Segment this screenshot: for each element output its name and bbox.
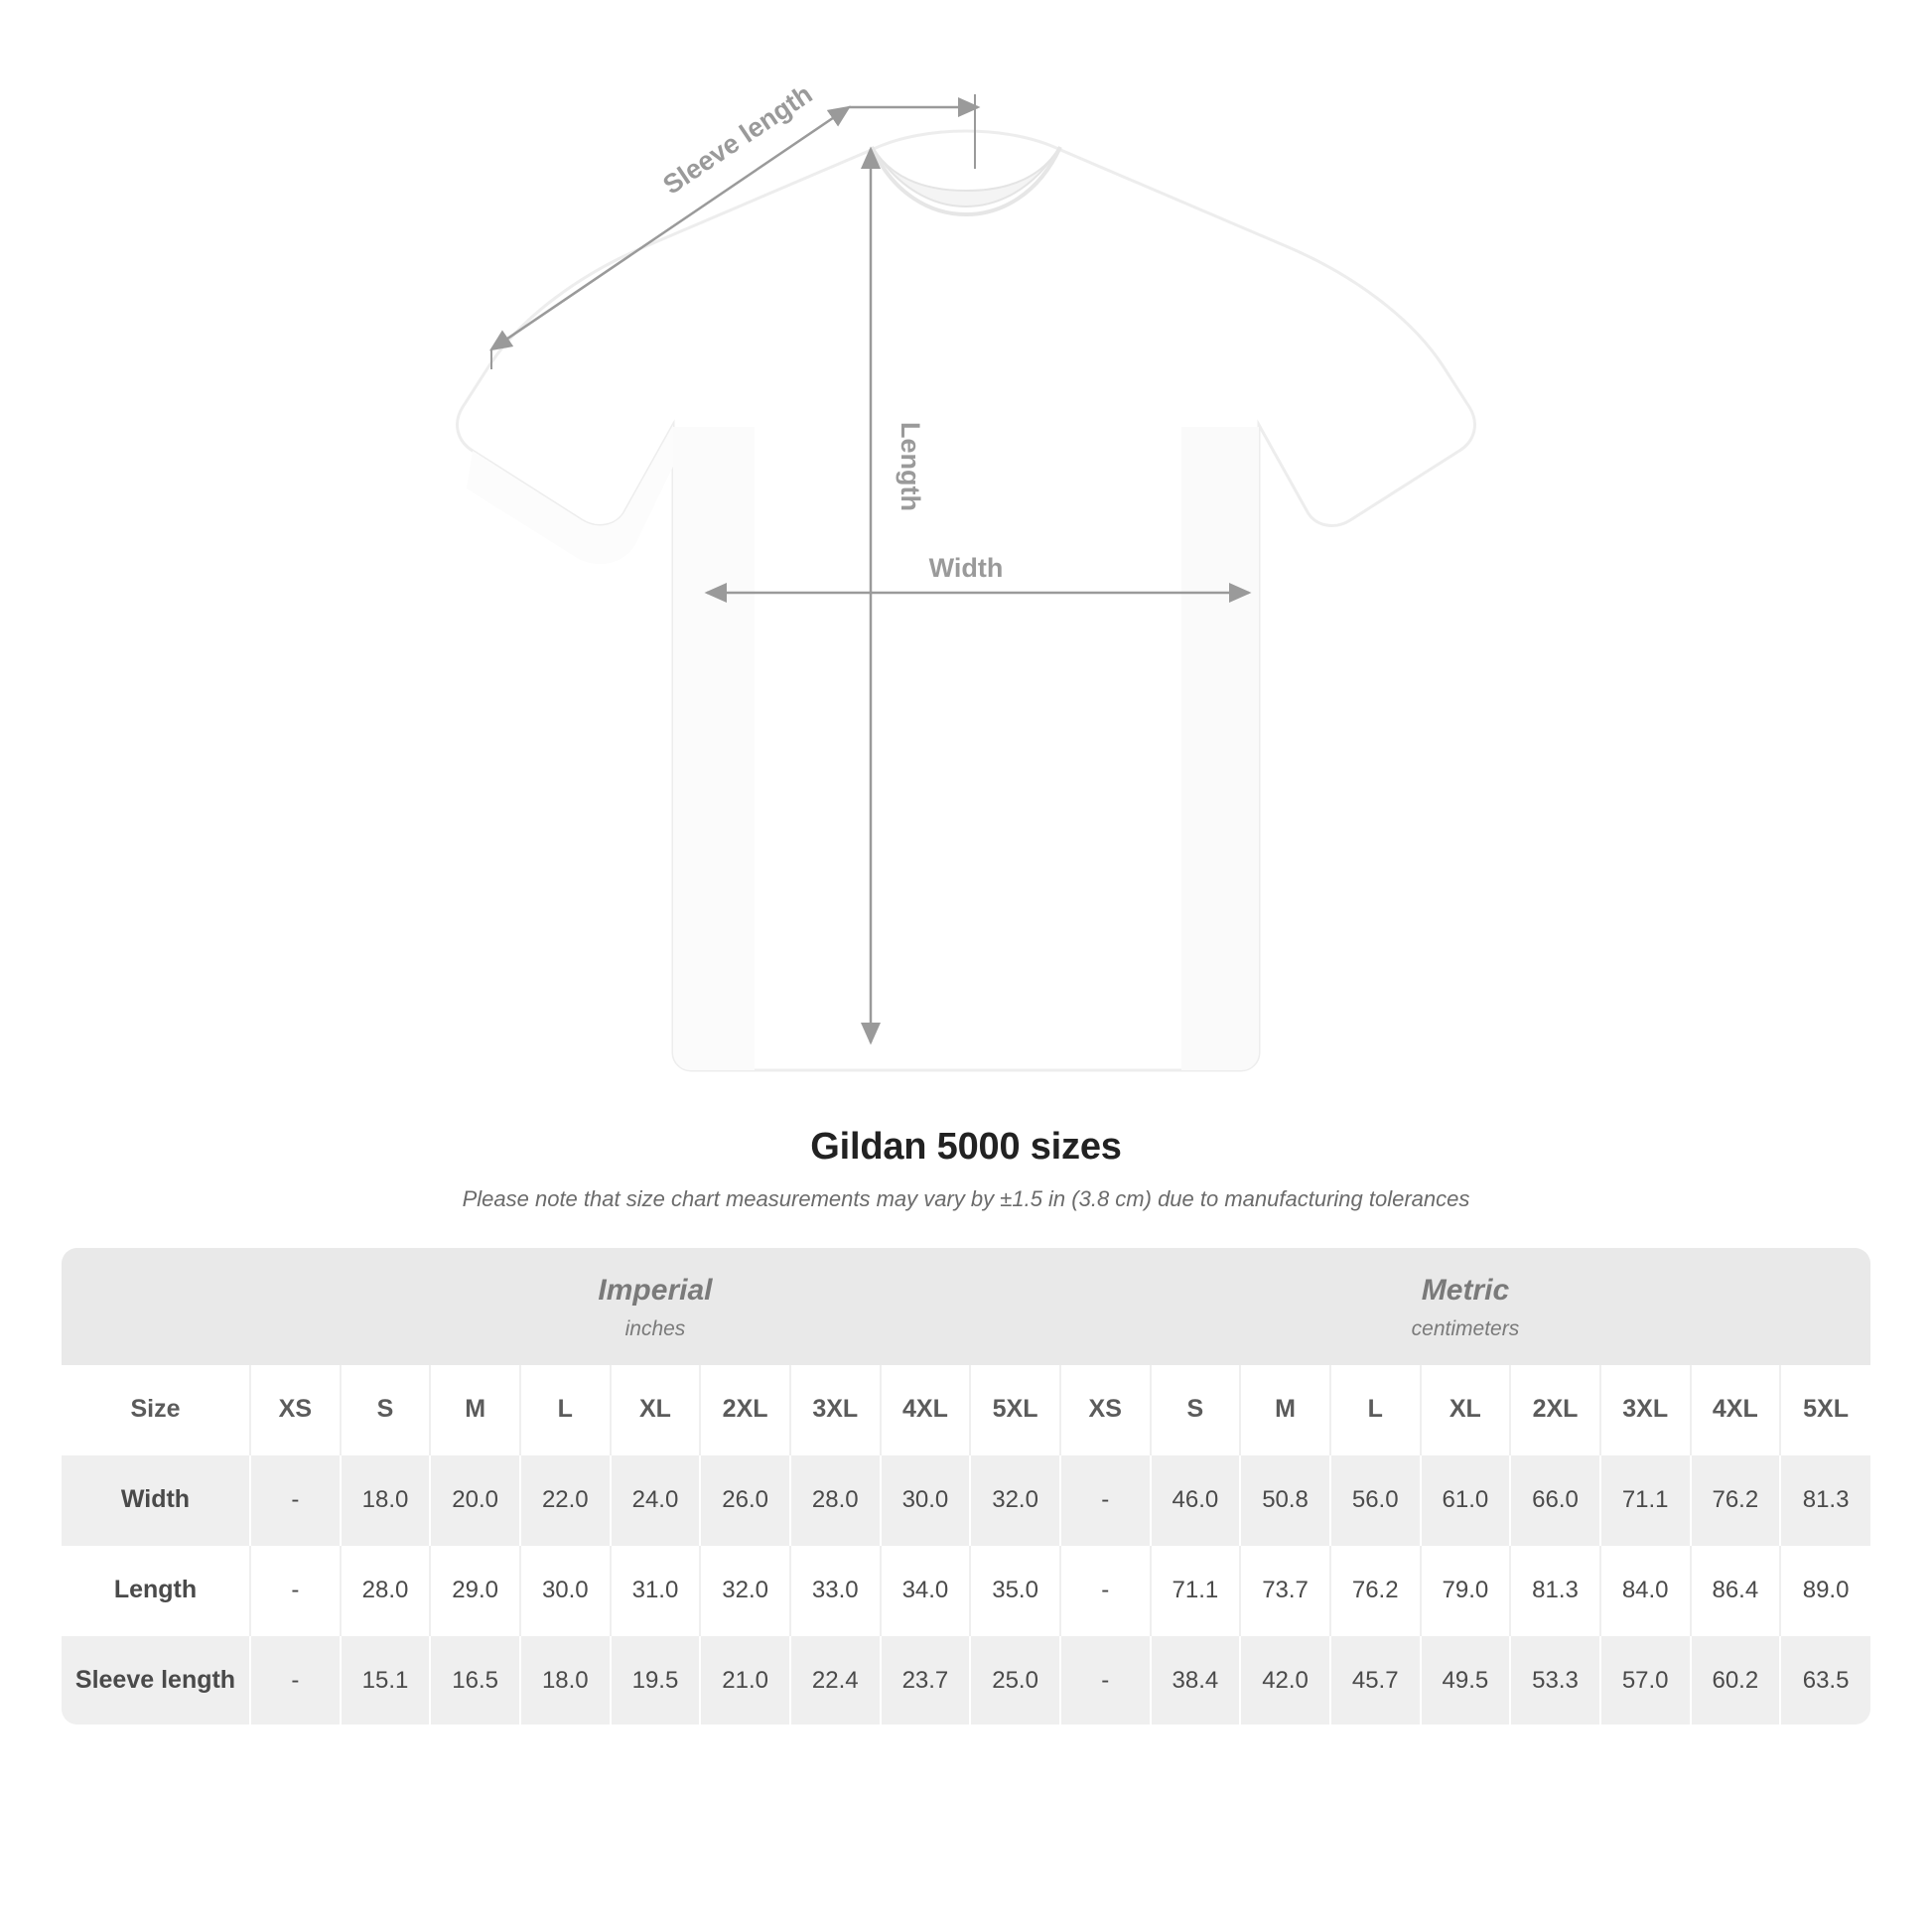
unit-sub-imperial: inches bbox=[624, 1317, 686, 1340]
cell-width-metric-3xl: 71.1 bbox=[1600, 1454, 1691, 1545]
width-label: Width bbox=[928, 553, 1004, 583]
cell-sleeve-metric-3xl: 57.0 bbox=[1600, 1635, 1691, 1725]
tshirt-shape bbox=[458, 131, 1475, 1070]
sleeve-length-label: Sleeve length bbox=[657, 78, 818, 201]
cell-sleeve-metric-m: 42.0 bbox=[1240, 1635, 1330, 1725]
cell-length-metric-l: 76.2 bbox=[1330, 1545, 1421, 1635]
size-header-imperial-xl: XL bbox=[611, 1365, 701, 1454]
cell-width-metric-2xl: 66.0 bbox=[1510, 1454, 1600, 1545]
cell-sleeve-metric-s: 38.4 bbox=[1151, 1635, 1241, 1725]
size-table-wrap bbox=[62, 1248, 1870, 1725]
size-header-metric-m: M bbox=[1240, 1365, 1330, 1454]
table-row bbox=[62, 1454, 1870, 1545]
unit-group-metric bbox=[1060, 1248, 1870, 1365]
cell-length-metric-2xl: 81.3 bbox=[1510, 1545, 1600, 1635]
row-label-sleeve-length: Sleeve length bbox=[62, 1635, 250, 1725]
cell-length-imperial-5xl: 35.0 bbox=[970, 1545, 1060, 1635]
cell-length-metric-m: 73.7 bbox=[1240, 1545, 1330, 1635]
size-header-imperial-4xl: 4XL bbox=[881, 1365, 971, 1454]
page-title: Gildan 5000 sizes bbox=[810, 1126, 1122, 1168]
cell-sleeve-metric-2xl: 53.3 bbox=[1510, 1635, 1600, 1725]
cell-width-imperial-xs: - bbox=[250, 1454, 341, 1545]
cell-width-metric-s: 46.0 bbox=[1151, 1454, 1241, 1545]
cell-length-imperial-s: 28.0 bbox=[341, 1545, 431, 1635]
cell-sleeve-imperial-xs: - bbox=[250, 1635, 341, 1725]
cell-length-imperial-2xl: 32.0 bbox=[700, 1545, 790, 1635]
cell-sleeve-imperial-3xl: 22.4 bbox=[790, 1635, 881, 1725]
cell-width-imperial-s: 18.0 bbox=[341, 1454, 431, 1545]
size-header-metric-2xl: 2XL bbox=[1510, 1365, 1600, 1454]
cell-sleeve-metric-5xl: 63.5 bbox=[1780, 1635, 1870, 1725]
cell-width-metric-4xl: 76.2 bbox=[1691, 1454, 1781, 1545]
cell-length-metric-s: 71.1 bbox=[1151, 1545, 1241, 1635]
size-header-imperial-2xl: 2XL bbox=[700, 1365, 790, 1454]
size-header-metric-4xl: 4XL bbox=[1691, 1365, 1781, 1454]
size-table bbox=[62, 1248, 1870, 1725]
cell-length-metric-5xl: 89.0 bbox=[1780, 1545, 1870, 1635]
cell-sleeve-imperial-l: 18.0 bbox=[520, 1635, 611, 1725]
cell-length-metric-4xl: 86.4 bbox=[1691, 1545, 1781, 1635]
cell-sleeve-metric-xs: - bbox=[1060, 1635, 1151, 1725]
length-label: Length bbox=[896, 422, 925, 511]
size-header-row bbox=[62, 1365, 1870, 1454]
cell-width-metric-xl: 61.0 bbox=[1421, 1454, 1511, 1545]
cell-sleeve-metric-l: 45.7 bbox=[1330, 1635, 1421, 1725]
cell-width-imperial-4xl: 30.0 bbox=[881, 1454, 971, 1545]
unit-group-imperial bbox=[250, 1248, 1060, 1365]
size-header-metric-5xl: 5XL bbox=[1780, 1365, 1870, 1454]
size-header-imperial-l: L bbox=[520, 1365, 611, 1454]
cell-sleeve-metric-xl: 49.5 bbox=[1421, 1635, 1511, 1725]
cell-width-metric-xs: - bbox=[1060, 1454, 1151, 1545]
size-header-imperial-5xl: 5XL bbox=[970, 1365, 1060, 1454]
cell-width-imperial-xl: 24.0 bbox=[611, 1454, 701, 1545]
cell-length-imperial-xl: 31.0 bbox=[611, 1545, 701, 1635]
cell-width-metric-l: 56.0 bbox=[1330, 1454, 1421, 1545]
cell-length-metric-xl: 79.0 bbox=[1421, 1545, 1511, 1635]
cell-length-imperial-m: 29.0 bbox=[430, 1545, 520, 1635]
unit-spacer bbox=[62, 1248, 250, 1365]
cell-width-imperial-m: 20.0 bbox=[430, 1454, 520, 1545]
cell-width-imperial-3xl: 28.0 bbox=[790, 1454, 881, 1545]
unit-name-metric: Metric bbox=[1421, 1274, 1510, 1307]
unit-name-imperial: Imperial bbox=[598, 1274, 713, 1307]
unit-header-row bbox=[62, 1248, 1870, 1365]
title-block bbox=[0, 1126, 1932, 1212]
size-header-metric-3xl: 3XL bbox=[1600, 1365, 1691, 1454]
cell-length-imperial-l: 30.0 bbox=[520, 1545, 611, 1635]
size-header-metric-xs: XS bbox=[1060, 1365, 1151, 1454]
cell-length-imperial-xs: - bbox=[250, 1545, 341, 1635]
size-header-imperial-xs: XS bbox=[250, 1365, 341, 1454]
cell-width-metric-m: 50.8 bbox=[1240, 1454, 1330, 1545]
page-subtitle: Please note that size chart measurements may vary by ±1.5 in (3.8 cm) due to manufacturing tolerances bbox=[462, 1186, 1470, 1211]
cell-length-imperial-3xl: 33.0 bbox=[790, 1545, 881, 1635]
size-header-metric-l: L bbox=[1330, 1365, 1421, 1454]
cell-length-metric-3xl: 84.0 bbox=[1600, 1545, 1691, 1635]
cell-sleeve-imperial-5xl: 25.0 bbox=[970, 1635, 1060, 1725]
table-row bbox=[62, 1545, 1870, 1635]
cell-sleeve-metric-4xl: 60.2 bbox=[1691, 1635, 1781, 1725]
size-header-label: Size bbox=[62, 1365, 250, 1454]
row-label-length: Length bbox=[62, 1545, 250, 1635]
cell-width-imperial-l: 22.0 bbox=[520, 1454, 611, 1545]
cell-width-metric-5xl: 81.3 bbox=[1780, 1454, 1870, 1545]
cell-sleeve-imperial-4xl: 23.7 bbox=[881, 1635, 971, 1725]
size-header-metric-xl: XL bbox=[1421, 1365, 1511, 1454]
cell-length-imperial-4xl: 34.0 bbox=[881, 1545, 971, 1635]
cell-sleeve-imperial-2xl: 21.0 bbox=[700, 1635, 790, 1725]
size-header-metric-s: S bbox=[1151, 1365, 1241, 1454]
size-header-imperial-s: S bbox=[341, 1365, 431, 1454]
size-header-imperial-3xl: 3XL bbox=[790, 1365, 881, 1454]
row-label-width: Width bbox=[62, 1454, 250, 1545]
cell-sleeve-imperial-s: 15.1 bbox=[341, 1635, 431, 1725]
table-row bbox=[62, 1635, 1870, 1725]
size-header-imperial-m: M bbox=[430, 1365, 520, 1454]
cell-width-imperial-5xl: 32.0 bbox=[970, 1454, 1060, 1545]
cell-length-metric-xs: - bbox=[1060, 1545, 1151, 1635]
cell-sleeve-imperial-xl: 19.5 bbox=[611, 1635, 701, 1725]
cell-sleeve-imperial-m: 16.5 bbox=[430, 1635, 520, 1725]
cell-width-imperial-2xl: 26.0 bbox=[700, 1454, 790, 1545]
unit-sub-metric: centimeters bbox=[1411, 1317, 1520, 1340]
